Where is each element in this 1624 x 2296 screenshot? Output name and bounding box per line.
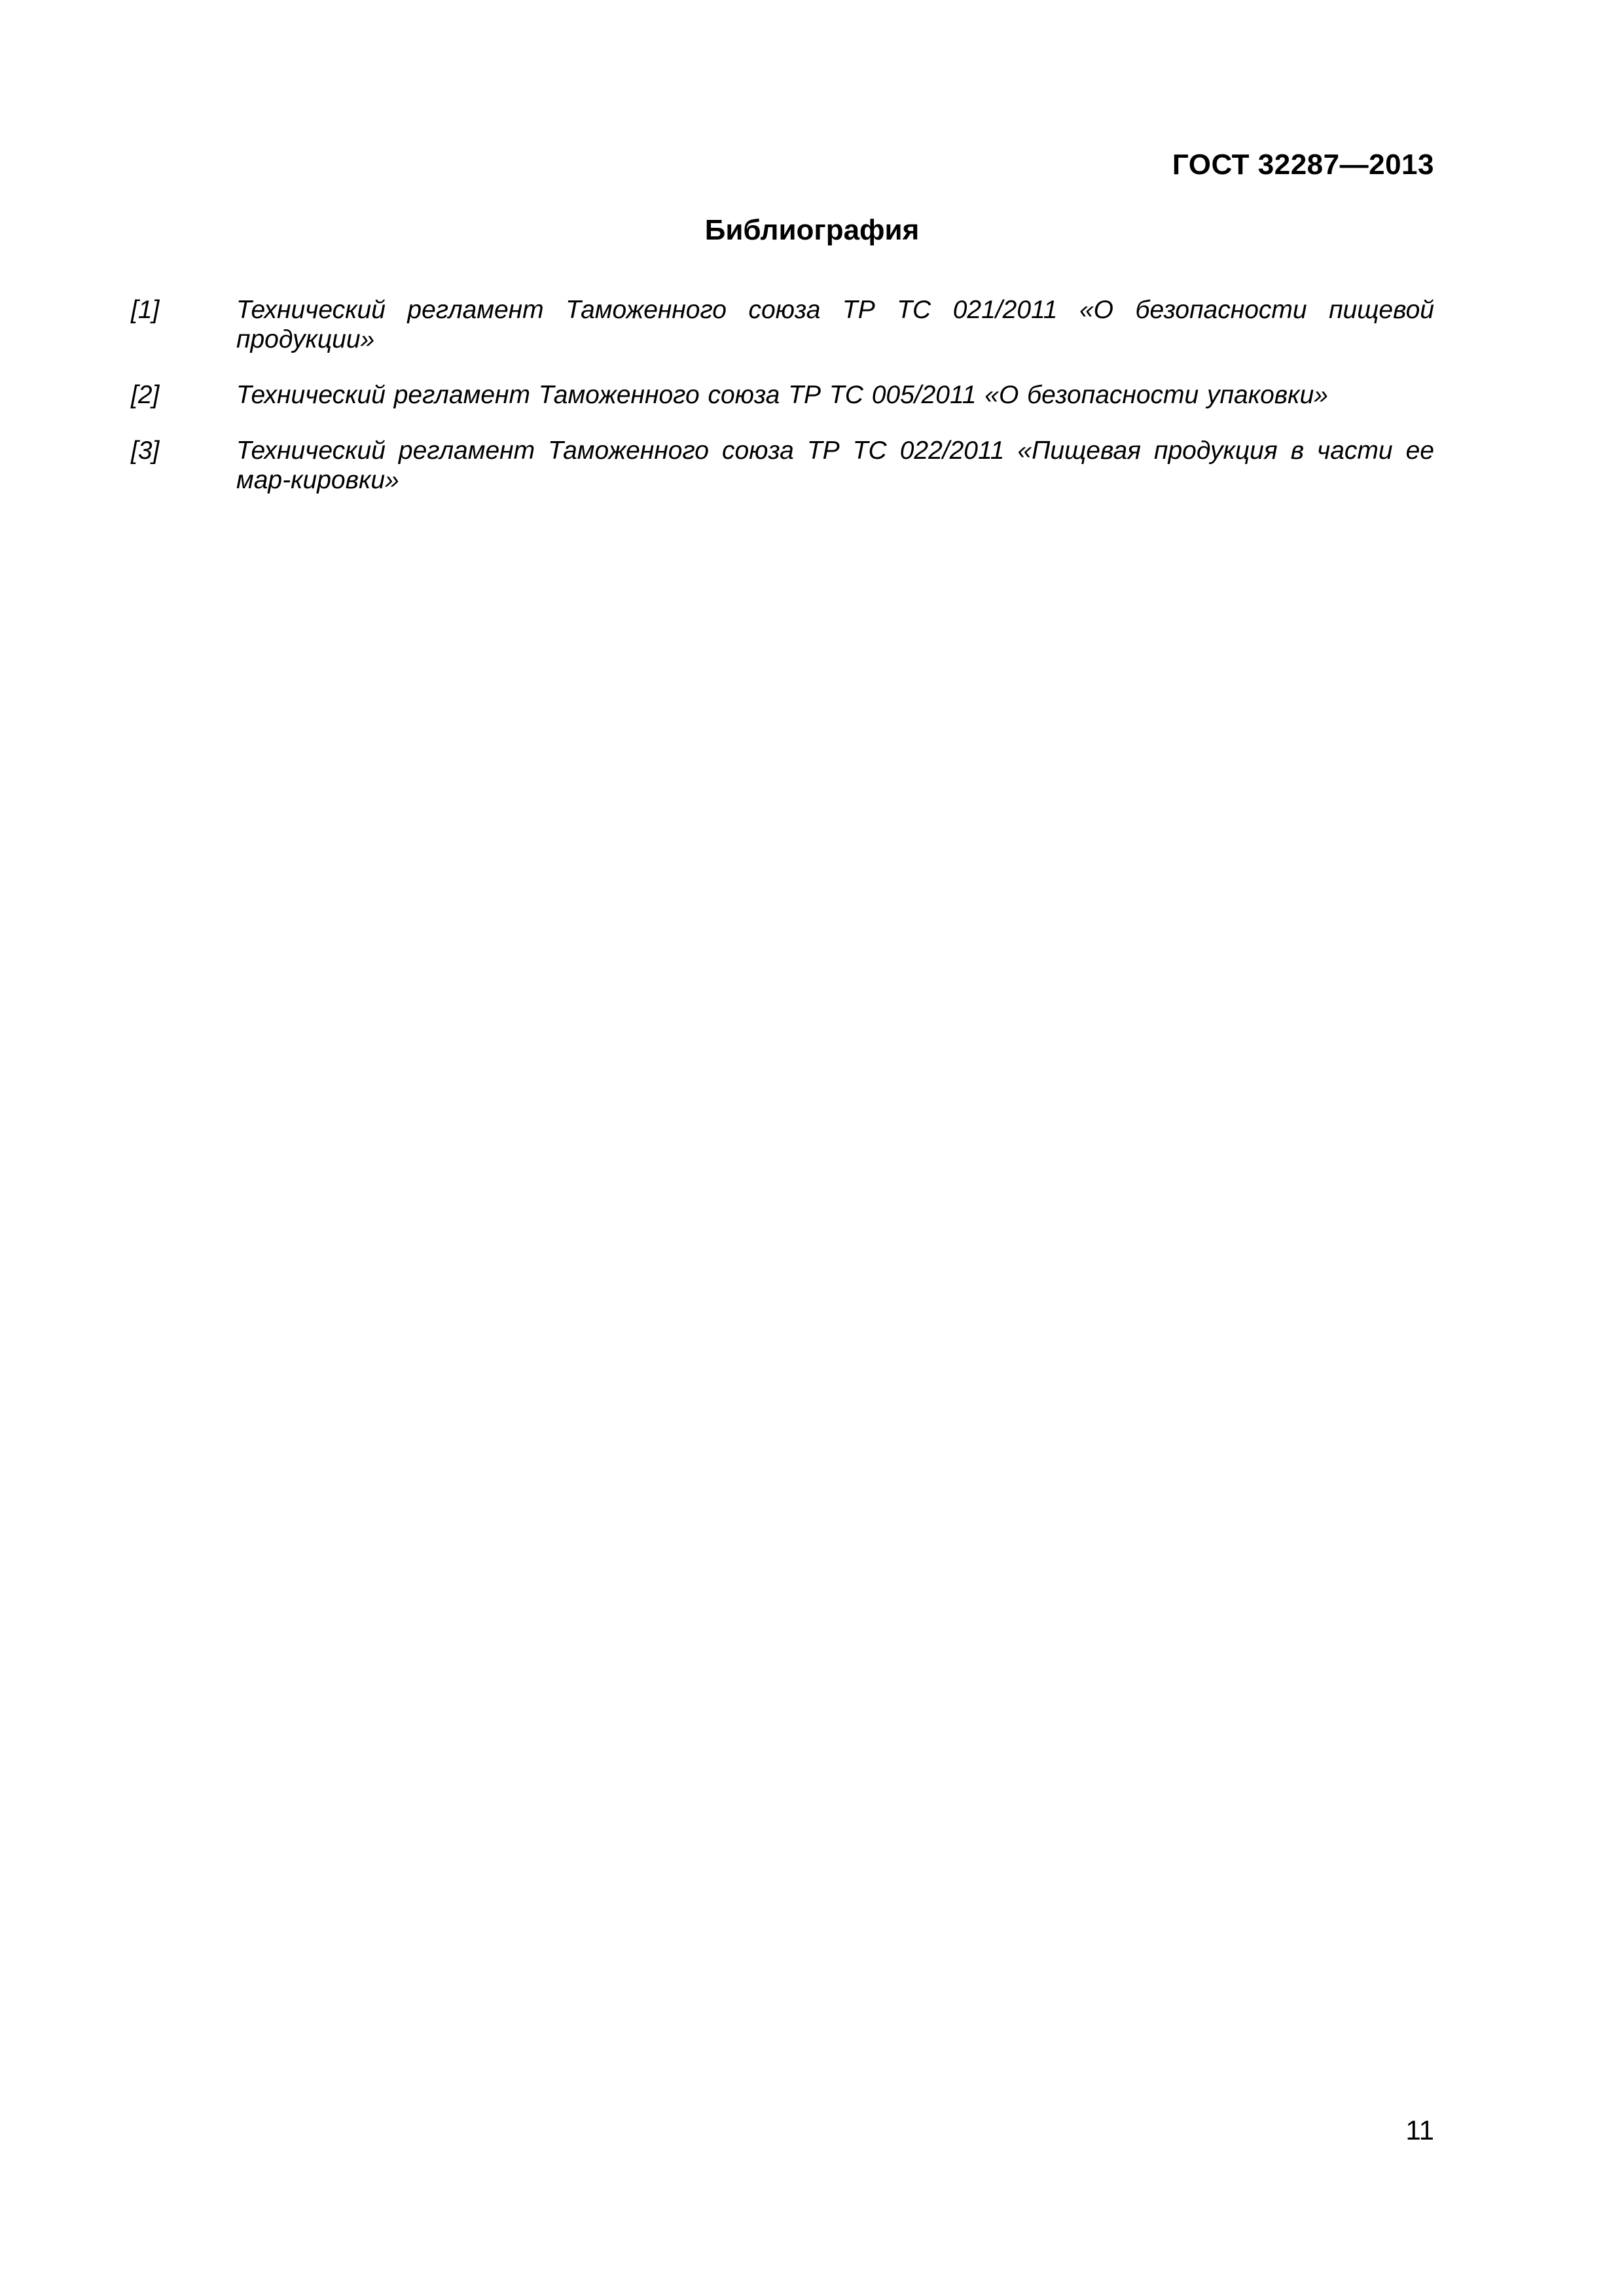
section-title: Библиография xyxy=(704,214,920,246)
page-number: 11 xyxy=(1405,2115,1434,2145)
bibliography-item-text: Технический регламент Таможенного союза ТР ТС 021/2011 «О безопасности пищевой продукции» xyxy=(236,296,1434,353)
bibliography-item-number: [1] xyxy=(131,296,160,324)
bibliography-item-number: [2] xyxy=(131,381,160,409)
bibliography-list xyxy=(131,295,1434,521)
bibliography-item xyxy=(131,436,1434,495)
bibliography-item-text: Технический регламент Таможенного союза ТР ТС 022/2011 «Пищевая продукция в части ее мар-кировки» xyxy=(236,437,1434,494)
bibliography-item xyxy=(131,295,1434,354)
document-header: ГОСТ 32287—2013 xyxy=(1172,149,1434,181)
bibliography-item-text: Технический регламент Таможенного союза ТР ТС 005/2011 «О безопасности упаковки» xyxy=(236,381,1328,409)
bibliography-item-number: [3] xyxy=(131,437,160,465)
bibliography-item xyxy=(131,380,1434,410)
